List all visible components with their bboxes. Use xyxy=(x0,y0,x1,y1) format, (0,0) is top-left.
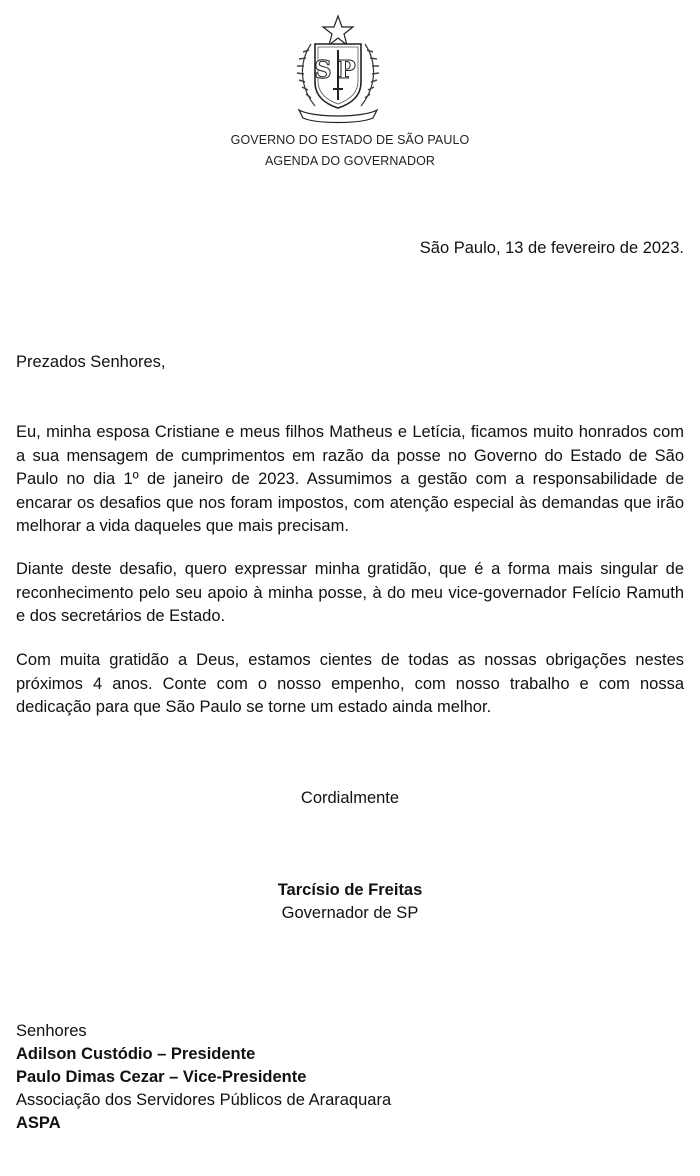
recipient-president: Adilson Custódio – Presidente xyxy=(16,1045,256,1063)
recipient-vice-president: Paulo Dimas Cezar – Vice-Presidente xyxy=(16,1068,307,1086)
header-agenda-title: AGENDA DO GOVERNADOR xyxy=(264,154,436,168)
letter-paragraph-3: Com muita gratidão a Deus, estamos cientes de todas as nossas obrigações nestes próximos 4 anos. Conte com o nosso empenho, com nosso trabalho e com nossa dedicação para que São Paulo se torne um estado ainda melhor. xyxy=(16,651,684,716)
letter-closing: Cordialmente xyxy=(300,789,400,807)
signer-name: Tarcísio de Freitas xyxy=(277,881,423,899)
recipient-acronym: ASPA xyxy=(16,1114,61,1132)
recipient-organization: Associação dos Servidores Públicos de Araraquara xyxy=(16,1091,392,1109)
letter-paragraph-2: Diante deste desafio, quero expressar minha gratidão, que é a forma mais singular de reconhecimento pelo seu apoio à minha posse, à do meu vice-governador Felício Ramuth e dos secretários de Estado. xyxy=(16,560,684,625)
letter-date: São Paulo, 13 de fevereiro de 2023. xyxy=(419,239,684,257)
seal-ribbon xyxy=(299,110,377,123)
sao-paulo-coat-of-arms-seal xyxy=(293,14,383,126)
recipient-greeting: Senhores xyxy=(16,1022,87,1040)
seal-star xyxy=(323,16,353,45)
letter-salutation: Prezados Senhores, xyxy=(16,353,166,371)
seal-letters: SP xyxy=(314,55,362,84)
header-government-name: GOVERNO DO ESTADO DE SÃO PAULO xyxy=(230,133,470,147)
letter-paragraph-1: Eu, minha esposa Cristiane e meus filhos Matheus e Letícia, ficamos muito honrados com a sua mensagem de cumprimentos em razão da posse no Governo do Estado de São Paulo no dia 1º de janeiro de 2023. Assumimos a gestão com a responsabilidade de encarar os desafios que nos foram impostos, com atenção especial às demandas que irão melhorar a vida daqueles que mais precisam. xyxy=(16,423,684,535)
signer-title: Governador de SP xyxy=(281,904,419,922)
